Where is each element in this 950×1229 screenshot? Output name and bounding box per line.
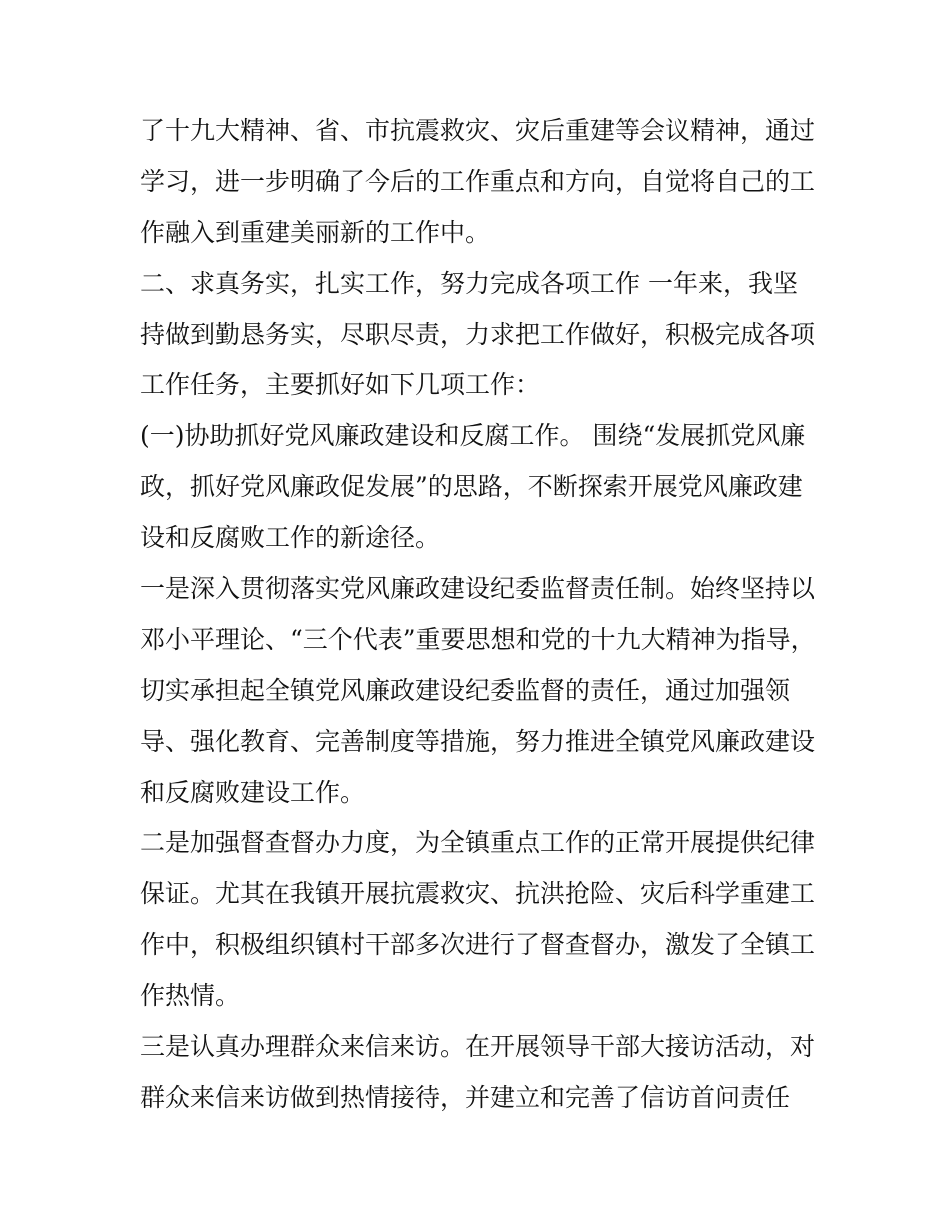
text-line: 设和反腐败工作的新途径。 (140, 523, 441, 553)
text-line: 切实承担起全镇党风廉政建设纪委监督的责任，通过加强领 (140, 675, 791, 705)
text-line: 邓小平理论、“三个代表”重要思想和党的十九大精神为指导， (140, 624, 816, 654)
text-line: 三是认真办理群众来信来访。在开展领导干部大接访活动，对 (140, 1032, 816, 1062)
text-line: 保证。尤其在我镇开展抗震救灾、抗洪抢险、灾后科学重建工 (140, 879, 816, 909)
text-line: 一是深入贯彻落实党风廉政建设纪委监督责任制。始终坚持以 (140, 574, 816, 604)
text-line: 导、强化教育、完善制度等措施，努力推进全镇党风廉政建设 (140, 726, 816, 756)
text-line: 工作任务，主要抓好如下几项工作： (140, 370, 541, 400)
text-line: 学习，进一步明确了今后的工作重点和方向，自觉将自己的工 (140, 166, 816, 196)
document-body (140, 106, 830, 1124)
text-line: 和反腐败建设工作。 (140, 777, 366, 807)
text-line: 了十九大精神、省、市抗震救灾、灾后重建等会议精神，通过 (140, 116, 816, 145)
text-line: (一)协助抓好党风廉政建设和反腐工作。 围绕“发展抓党风廉 (140, 421, 806, 451)
text-line: 持做到勤恳务实，尽职尽责，力求把工作做好，积极完成各项 (140, 319, 816, 349)
text-line: 政，抓好党风廉政促发展”的思路，不断探索开展党风廉政建 (140, 472, 803, 502)
text-line: 作融入到重建美丽新的工作中。 (140, 217, 491, 247)
text-line: 作热情。 (140, 981, 241, 1011)
text-line: 群众来信来访做到热情接待，并建立和完善了信访首问责任 (140, 1082, 791, 1112)
text-line: 二、求真务实，扎实工作，努力完成各项工作 一年来，我坚 (140, 268, 798, 298)
text-line: 二是加强督查督办力度，为全镇重点工作的正常开展提供纪律 (140, 828, 816, 858)
text-line: 作中，积极组织镇村干部多次进行了督查督办，激发了全镇工 (140, 930, 816, 960)
